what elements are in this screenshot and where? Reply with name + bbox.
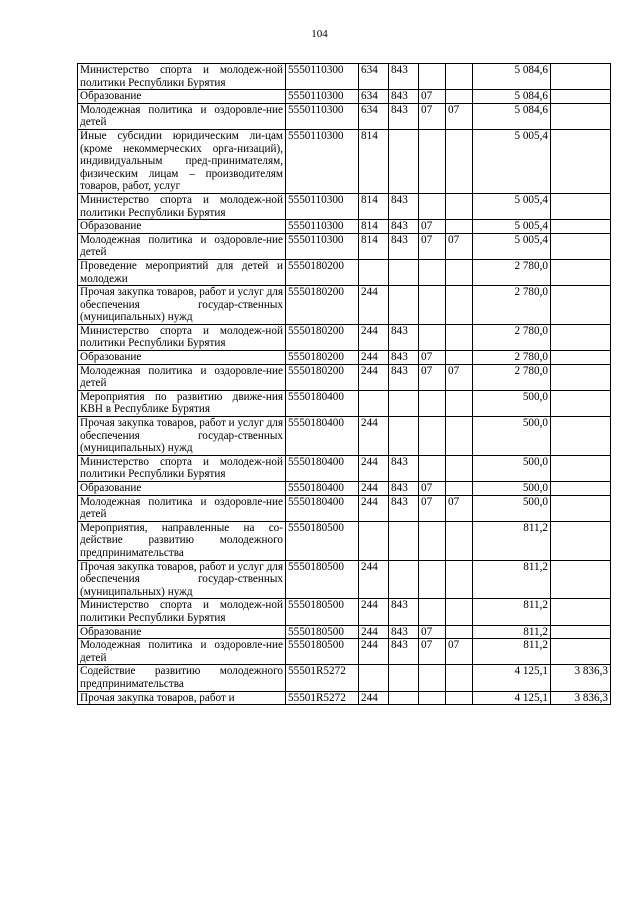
section-cell: 07	[419, 364, 446, 390]
subsection-cell	[446, 482, 473, 496]
subsection-cell	[446, 599, 473, 625]
row-name-cell: Прочая закупка товаров, работ и услуг для обеспечения государ-ственных (муниципальных) нужд	[78, 286, 286, 325]
federal-amount-cell	[551, 521, 611, 560]
ministry-code-cell: 843	[389, 64, 419, 90]
row-name-cell: Прочая закупка товаров, работ и услуг для обеспечения государ-ственных (муниципальных) нужд	[78, 560, 286, 599]
expense-type-cell: 244	[359, 625, 389, 639]
amount-cell: 5 084,6	[473, 90, 551, 104]
expense-type-cell: 244	[359, 417, 389, 456]
federal-amount-cell	[551, 625, 611, 639]
ministry-code-cell	[389, 390, 419, 416]
table-row	[78, 103, 611, 129]
expense-type-cell: 244	[359, 364, 389, 390]
target-code-cell: 5550110300	[286, 64, 359, 90]
subsection-cell	[446, 521, 473, 560]
subsection-cell	[446, 351, 473, 365]
table-row	[78, 286, 611, 325]
ministry-code-cell: 843	[389, 103, 419, 129]
federal-amount-cell	[551, 417, 611, 456]
table-row	[78, 639, 611, 665]
subsection-cell	[446, 560, 473, 599]
row-name-cell: Министерство спорта и молодеж-ной политики Республики Бурятия	[78, 324, 286, 350]
amount-cell: 5 084,6	[473, 103, 551, 129]
subsection-cell	[446, 324, 473, 350]
target-code-cell: 5550180200	[286, 364, 359, 390]
target-code-cell: 5550180200	[286, 259, 359, 285]
target-code-cell: 55501R5272	[286, 665, 359, 691]
federal-amount-cell: 3 836,3	[551, 665, 611, 691]
target-code-cell: 55501R5272	[286, 691, 359, 705]
target-code-cell: 5550180200	[286, 351, 359, 365]
table-row	[78, 193, 611, 219]
federal-amount-cell	[551, 455, 611, 481]
amount-cell: 500,0	[473, 417, 551, 456]
section-cell: 07	[419, 639, 446, 665]
section-cell	[419, 691, 446, 705]
section-cell	[419, 286, 446, 325]
expense-type-cell: 634	[359, 64, 389, 90]
federal-amount-cell	[551, 495, 611, 521]
row-name-cell: Министерство спорта и молодеж-ной политики Республики Бурятия	[78, 599, 286, 625]
subsection-cell	[446, 665, 473, 691]
row-name-cell: Министерство спорта и молодеж-ной политики Республики Бурятия	[78, 455, 286, 481]
row-name-cell: Министерство спорта и молодеж-ной политики Республики Бурятия	[78, 64, 286, 90]
subsection-cell	[446, 417, 473, 456]
ministry-code-cell: 843	[389, 324, 419, 350]
section-cell	[419, 193, 446, 219]
target-code-cell: 5550180400	[286, 417, 359, 456]
expense-type-cell	[359, 390, 389, 416]
section-cell	[419, 390, 446, 416]
expense-type-cell: 814	[359, 233, 389, 259]
expense-type-cell: 814	[359, 220, 389, 234]
subsection-cell	[446, 259, 473, 285]
federal-amount-cell	[551, 286, 611, 325]
federal-amount-cell	[551, 390, 611, 416]
ministry-code-cell	[389, 129, 419, 193]
expense-type-cell	[359, 259, 389, 285]
expense-type-cell: 244	[359, 324, 389, 350]
expense-type-cell: 244	[359, 599, 389, 625]
amount-cell: 5 005,4	[473, 193, 551, 219]
subsection-cell	[446, 90, 473, 104]
section-cell	[419, 560, 446, 599]
target-code-cell: 5550180400	[286, 495, 359, 521]
expense-type-cell: 244	[359, 351, 389, 365]
section-cell	[419, 259, 446, 285]
row-name-cell: Образование	[78, 625, 286, 639]
subsection-cell: 07	[446, 103, 473, 129]
amount-cell: 811,2	[473, 599, 551, 625]
federal-amount-cell	[551, 259, 611, 285]
row-name-cell: Прочая закупка товаров, работ и	[78, 691, 286, 705]
subsection-cell	[446, 390, 473, 416]
target-code-cell: 5550110300	[286, 90, 359, 104]
federal-amount-cell	[551, 560, 611, 599]
subsection-cell	[446, 64, 473, 90]
section-cell	[419, 455, 446, 481]
federal-amount-cell	[551, 103, 611, 129]
federal-amount-cell	[551, 482, 611, 496]
amount-cell: 500,0	[473, 390, 551, 416]
expense-type-cell	[359, 665, 389, 691]
target-code-cell: 5550180200	[286, 286, 359, 325]
subsection-cell	[446, 129, 473, 193]
expense-type-cell: 244	[359, 560, 389, 599]
table-row	[78, 599, 611, 625]
expense-type-cell: 244	[359, 286, 389, 325]
row-name-cell: Молодежная политика и оздоровле-ние детей	[78, 364, 286, 390]
section-cell	[419, 129, 446, 193]
ministry-code-cell: 843	[389, 599, 419, 625]
target-code-cell: 5550110300	[286, 129, 359, 193]
table-row	[78, 455, 611, 481]
ministry-code-cell: 843	[389, 495, 419, 521]
federal-amount-cell	[551, 90, 611, 104]
ministry-code-cell: 843	[389, 193, 419, 219]
table-row	[78, 220, 611, 234]
row-name-cell: Иные субсидии юридическим ли-цам (кроме некоммерческих орга-низаций), индивидуальным пред-принимателям, физическим лицам – производителям товаров, работ, услуг	[78, 129, 286, 193]
row-name-cell: Министерство спорта и молодеж-ной политики Республики Бурятия	[78, 193, 286, 219]
ministry-code-cell	[389, 665, 419, 691]
row-name-cell: Молодежная политика и оздоровле-ние детей	[78, 233, 286, 259]
amount-cell: 2 780,0	[473, 259, 551, 285]
target-code-cell: 5550180500	[286, 521, 359, 560]
budget-table-body	[78, 64, 611, 705]
section-cell: 07	[419, 233, 446, 259]
amount-cell: 4 125,1	[473, 665, 551, 691]
amount-cell: 5 005,4	[473, 233, 551, 259]
target-code-cell: 5550180400	[286, 455, 359, 481]
amount-cell: 5 005,4	[473, 220, 551, 234]
amount-cell: 2 780,0	[473, 364, 551, 390]
page-number: 104	[311, 28, 328, 40]
table-row	[78, 324, 611, 350]
target-code-cell: 5550180500	[286, 625, 359, 639]
section-cell	[419, 64, 446, 90]
subsection-cell	[446, 455, 473, 481]
ministry-code-cell: 843	[389, 625, 419, 639]
table-row	[78, 495, 611, 521]
ministry-code-cell: 843	[389, 455, 419, 481]
row-name-cell: Образование	[78, 482, 286, 496]
subsection-cell: 07	[446, 233, 473, 259]
table-row	[78, 482, 611, 496]
section-cell: 07	[419, 220, 446, 234]
amount-cell: 5 084,6	[473, 64, 551, 90]
table-row	[78, 625, 611, 639]
section-cell	[419, 665, 446, 691]
ministry-code-cell	[389, 417, 419, 456]
table-row	[78, 351, 611, 365]
federal-amount-cell	[551, 193, 611, 219]
target-code-cell: 5550180500	[286, 639, 359, 665]
amount-cell: 811,2	[473, 521, 551, 560]
expense-type-cell: 244	[359, 482, 389, 496]
row-name-cell: Молодежная политика и оздоровле-ние детей	[78, 495, 286, 521]
ministry-code-cell	[389, 521, 419, 560]
row-name-cell: Проведение мероприятий для детей и молодежи	[78, 259, 286, 285]
table-row	[78, 233, 611, 259]
table-row	[78, 417, 611, 456]
expense-type-cell	[359, 521, 389, 560]
target-code-cell: 5550180200	[286, 324, 359, 350]
subsection-cell	[446, 193, 473, 219]
expense-type-cell: 634	[359, 90, 389, 104]
subsection-cell	[446, 625, 473, 639]
budget-table	[77, 63, 611, 705]
table-row	[78, 90, 611, 104]
ministry-code-cell: 843	[389, 482, 419, 496]
section-cell: 07	[419, 625, 446, 639]
row-name-cell: Образование	[78, 90, 286, 104]
ministry-code-cell: 843	[389, 233, 419, 259]
target-code-cell: 5550180500	[286, 560, 359, 599]
table-row	[78, 64, 611, 90]
table-row	[78, 259, 611, 285]
federal-amount-cell	[551, 639, 611, 665]
target-code-cell: 5550180400	[286, 482, 359, 496]
federal-amount-cell	[551, 324, 611, 350]
table-row	[78, 129, 611, 193]
table-row	[78, 691, 611, 705]
table-row	[78, 521, 611, 560]
table-row	[78, 364, 611, 390]
amount-cell: 5 005,4	[473, 129, 551, 193]
expense-type-cell: 244	[359, 639, 389, 665]
ministry-code-cell: 843	[389, 639, 419, 665]
target-code-cell: 5550110300	[286, 220, 359, 234]
amount-cell: 811,2	[473, 560, 551, 599]
ministry-code-cell: 843	[389, 364, 419, 390]
row-name-cell: Содействие развитию молодежного предпринимательства	[78, 665, 286, 691]
target-code-cell: 5550180400	[286, 390, 359, 416]
amount-cell: 811,2	[473, 625, 551, 639]
federal-amount-cell	[551, 64, 611, 90]
subsection-cell: 07	[446, 364, 473, 390]
section-cell	[419, 417, 446, 456]
target-code-cell: 5550110300	[286, 233, 359, 259]
federal-amount-cell	[551, 233, 611, 259]
subsection-cell	[446, 691, 473, 705]
section-cell	[419, 521, 446, 560]
section-cell	[419, 599, 446, 625]
expense-type-cell: 244	[359, 455, 389, 481]
row-name-cell: Молодежная политика и оздоровле-ние детей	[78, 639, 286, 665]
subsection-cell: 07	[446, 639, 473, 665]
ministry-code-cell	[389, 286, 419, 325]
expense-type-cell: 244	[359, 691, 389, 705]
section-cell	[419, 324, 446, 350]
expense-type-cell: 814	[359, 129, 389, 193]
federal-amount-cell	[551, 129, 611, 193]
ministry-code-cell	[389, 560, 419, 599]
amount-cell: 500,0	[473, 455, 551, 481]
federal-amount-cell: 3 836,3	[551, 691, 611, 705]
section-cell: 07	[419, 482, 446, 496]
target-code-cell: 5550110300	[286, 193, 359, 219]
federal-amount-cell	[551, 220, 611, 234]
section-cell: 07	[419, 103, 446, 129]
row-name-cell: Молодежная политика и оздоровле-ние детей	[78, 103, 286, 129]
table-row	[78, 560, 611, 599]
amount-cell: 2 780,0	[473, 286, 551, 325]
expense-type-cell: 244	[359, 495, 389, 521]
ministry-code-cell: 843	[389, 90, 419, 104]
amount-cell: 811,2	[473, 639, 551, 665]
target-code-cell: 5550180500	[286, 599, 359, 625]
amount-cell: 500,0	[473, 495, 551, 521]
ministry-code-cell	[389, 259, 419, 285]
amount-cell: 2 780,0	[473, 324, 551, 350]
row-name-cell: Мероприятия, направленные на со-действие развитию молодежного предпринимательства	[78, 521, 286, 560]
section-cell: 07	[419, 90, 446, 104]
target-code-cell: 5550110300	[286, 103, 359, 129]
subsection-cell	[446, 220, 473, 234]
federal-amount-cell	[551, 364, 611, 390]
subsection-cell: 07	[446, 495, 473, 521]
federal-amount-cell	[551, 351, 611, 365]
amount-cell: 4 125,1	[473, 691, 551, 705]
amount-cell: 2 780,0	[473, 351, 551, 365]
expense-type-cell: 814	[359, 193, 389, 219]
ministry-code-cell: 843	[389, 220, 419, 234]
table-row	[78, 390, 611, 416]
row-name-cell: Образование	[78, 351, 286, 365]
federal-amount-cell	[551, 599, 611, 625]
expense-type-cell: 634	[359, 103, 389, 129]
row-name-cell: Прочая закупка товаров, работ и услуг для обеспечения государ-ственных (муниципальных) нужд	[78, 417, 286, 456]
ministry-code-cell	[389, 691, 419, 705]
row-name-cell: Образование	[78, 220, 286, 234]
section-cell: 07	[419, 351, 446, 365]
ministry-code-cell: 843	[389, 351, 419, 365]
section-cell: 07	[419, 495, 446, 521]
amount-cell: 500,0	[473, 482, 551, 496]
table-row	[78, 665, 611, 691]
subsection-cell	[446, 286, 473, 325]
row-name-cell: Мероприятия по развитию движе-ния КВН в Республике Бурятия	[78, 390, 286, 416]
